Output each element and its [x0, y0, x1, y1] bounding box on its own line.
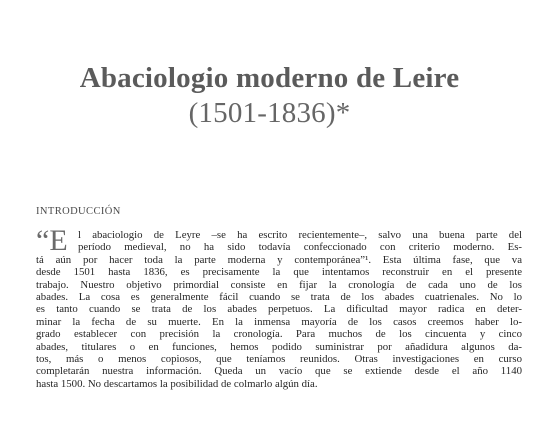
body-line: tos, más o menos copiosos, que teníamos reunidos. Otras investigaciones en curso — [36, 353, 522, 366]
body-line: trabajo. Nuestro objetivo primordial consiste en fijar la cronología de cada uno de los — [36, 278, 522, 291]
section-heading: INTRODUCCIÓN — [36, 206, 121, 217]
body-paragraph — [36, 224, 522, 390]
body-line: completarán nuestra información. Queda un vacío que se extiende desde el año 1140 — [36, 365, 522, 378]
drop-cap: “E — [36, 224, 68, 257]
body-line: hasta 1500. No descartamos la posibilidad de colmarlo algún día. — [36, 377, 318, 390]
body-line: tá aún por hacer toda la parte moderna y contemporánea”¹. Esta última fase, que va — [36, 253, 522, 266]
body-line: l abaciologio de Leyre –se ha escrito recientemente–, salvo una buena parte del — [78, 229, 522, 241]
body-line: abades. La cosa es generalmente fácil cuando se trata de los abades cuatrienales. No lo — [36, 291, 522, 304]
body-line: es tanto cuando se trata de los abades perpetuos. La dificultad mayor radica en deter- — [36, 303, 522, 316]
body-line: abades, titulares o en funciones, hemos podido suministrar por añadidura algunos da- — [36, 340, 522, 353]
body-line: grado establecer con precisión la cronología. Para muchos de los cincuenta y cinco — [36, 328, 522, 341]
body-line: período medieval, no ha sido todavía confeccionado con criterio moderno. Es- — [78, 241, 522, 254]
body-line: desde 1501 hasta 1836, es precisamente la que intentamos reconstruir en el presente — [36, 266, 522, 279]
document-subtitle-dates: (1501-1836)* — [188, 97, 351, 129]
document-title: Abaciologio moderno de Leire — [79, 62, 460, 94]
body-line: minar la fecha de su muerte. En la inmensa mayoría de los casos creemos haber lo- — [36, 315, 522, 328]
